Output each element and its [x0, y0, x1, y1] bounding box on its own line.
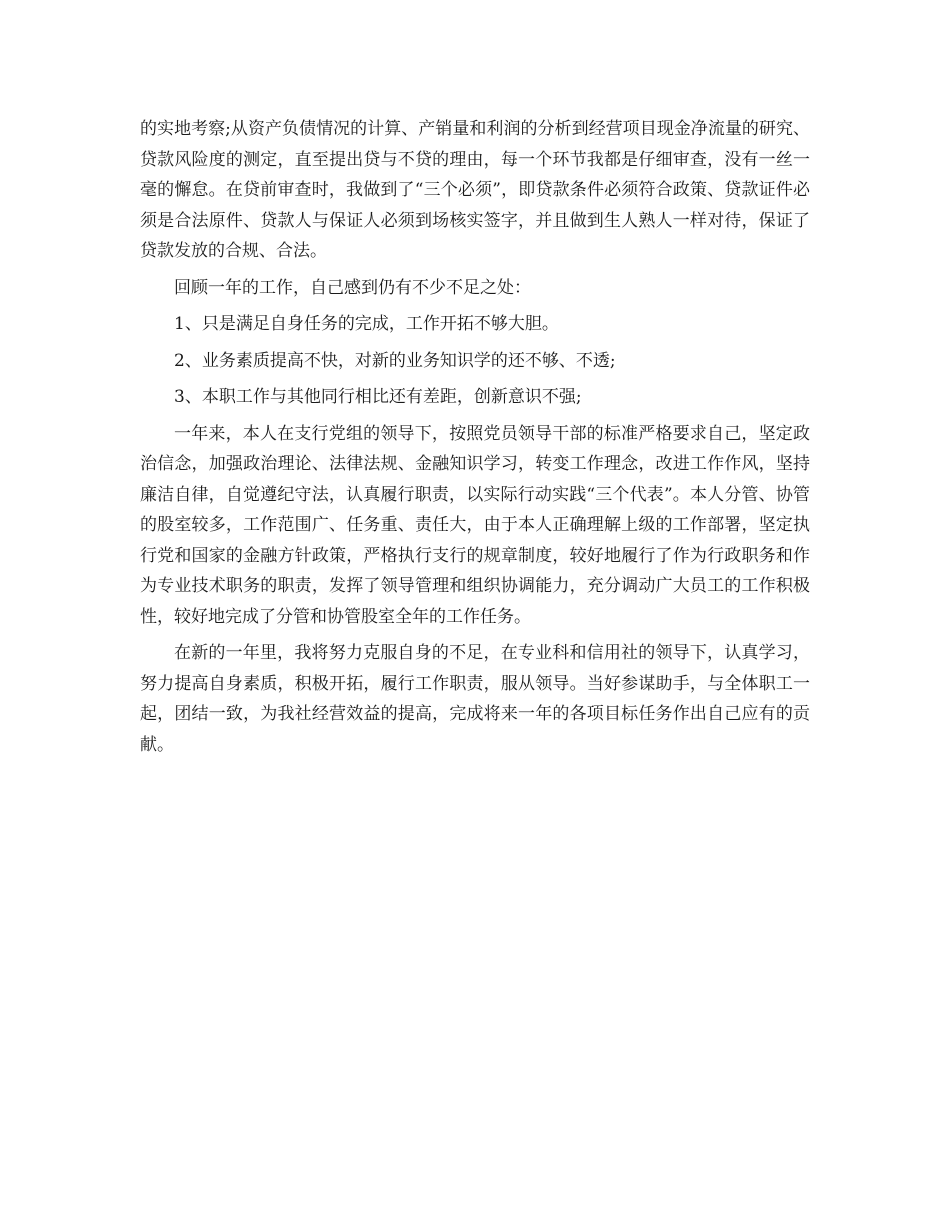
paragraph-shortcomings-intro: 回顾一年的工作，自己感到仍有不少不足之处： — [174, 277, 531, 298]
paragraph-new-year-plan: 在新的一年里，我将努力克服自身的不足，在专业科和信用社的领导下，认真学习，努力提高自身素质，积极开拓，履行工作职责，服从领导。当好参谋助手，与全体职工一起，团结一致，为我社经营效益的提高，完成将来一年的各项目标任务作出自己应有的贡献。 — [140, 643, 810, 755]
list-item-shortcoming-2: 2、业务素质提高不快，对新的业务知识学的还不够、不透; — [174, 350, 616, 371]
paragraph-year-review: 一年来，本人在支行党组的领导下，按照党员领导干部的标准严格要求自己，坚定政治信念，加强政治理论、法律法规、金融知识学习，转变工作理念，改进工作作风，坚持廉洁自律，自觉遵纪守法，认真履行职责，以实际行动实践“三个代表”。本人分管、协管的股室较多，工作范围广、任务重、责任大，由于本人正确理解上级的工作部署，坚定执行党和国家的金融方针政策，严格执行支行的规章制度，较好地履行了作为行政职务和作为专业技术职务的职责，发挥了领导管理和组织协调能力，充分调动广大员工的工作积极性，较好地完成了分管和协管股室全年的工作任务。 — [140, 423, 810, 627]
list-item-shortcoming-3: 3、本职工作与其他同行相比还有差距，创新意识不强; — [174, 387, 582, 407]
paragraph-loan-review: 的实地考察;从资产负债情况的计算、产销量和利润的分析到经营项目现金净流量的研究、贷款风险度的测定，直至提出贷与不贷的理由，每一个环节我都是仔细审查，没有一丝一毫的懈怠。在贷前审查时，我做到了“三个必须”，即贷款条件必须符合政策、贷款证件必须是合法原件、贷款人与保证人必须到场核实签字，并且做到生人熟人一样对待，保证了贷款发放的合规、合法。 — [140, 119, 810, 261]
list-item-shortcoming-1: 1、只是满足自身任务的完成，工作开拓不够大胆。 — [174, 314, 559, 334]
document-page — [140, 114, 810, 766]
